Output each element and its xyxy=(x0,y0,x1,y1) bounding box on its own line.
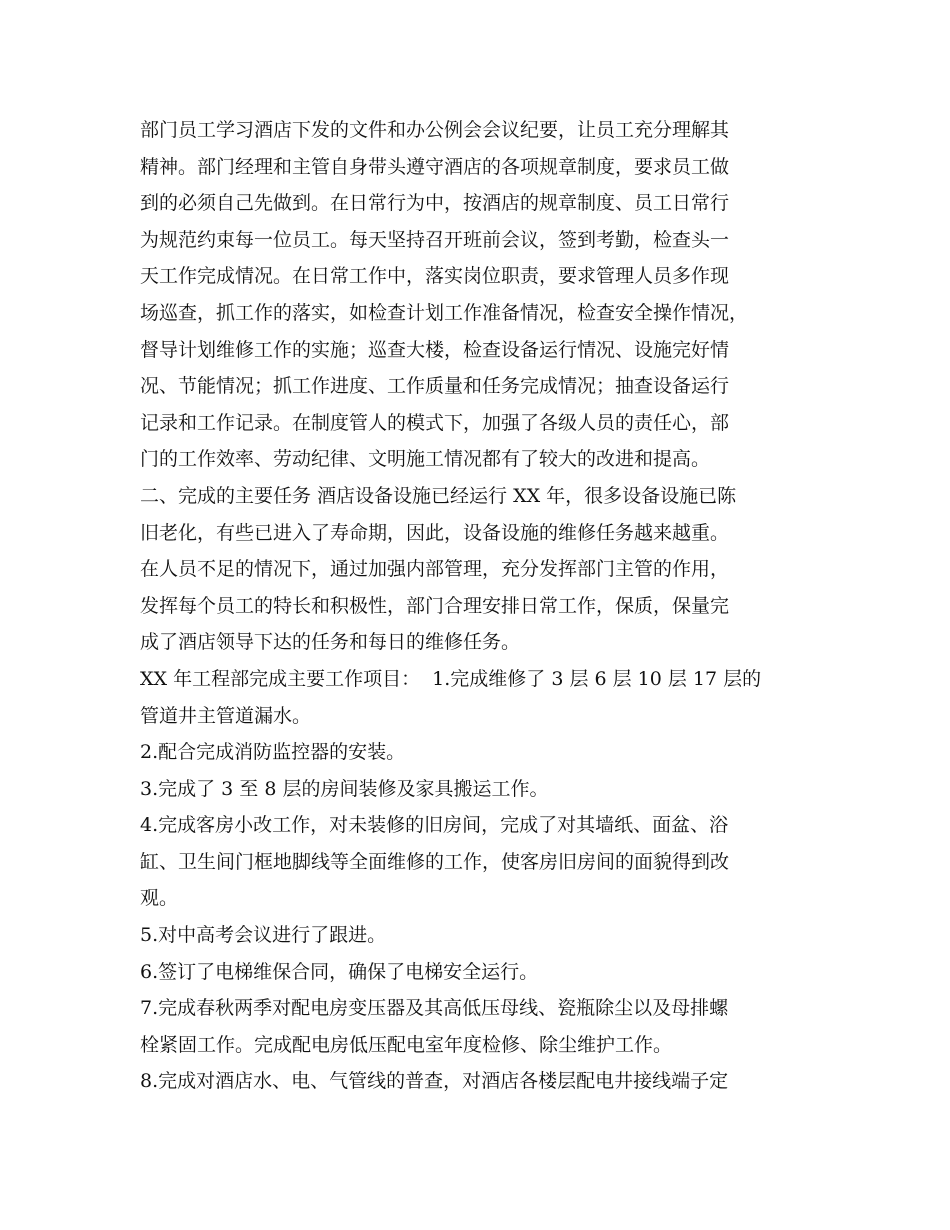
text-line: 门的工作效率、劳动纪律、文明施工情况都有了较大的改进和提高。 xyxy=(140,448,711,471)
text-line: 发挥每个员工的特长和积极性，部门合理安排日常工作，保质，保量完 xyxy=(140,594,730,617)
text-line: 场巡查，抓工作的落实，如检查计划工作准备情况，检查安全操作情况， xyxy=(140,301,749,324)
text-line: 缸、卫生间门框地脚线等全面维修的工作，使客房旧房间的面貌得到改 xyxy=(140,850,730,873)
text-line: 旧老化，有些已进入了寿命期，因此，设备设施的维修任务越来越重。 xyxy=(140,521,730,544)
text-line: 管道井主管道漏水。 xyxy=(140,704,312,727)
list-item-line: 3.完成了 3 至 8 层的房间装修及家具搬运工作。 xyxy=(140,777,549,800)
text-line: 精神。部门经理和主管自身带头遵守酒店的各项规章制度，要求员工做 xyxy=(140,155,730,178)
text-line: 为规范约束每一位员工。每天坚持召开班前会议，签到考勤，检查头一 xyxy=(140,228,730,251)
list-intro-line: XX 年工程部完成主要工作项目： 1.完成维修了 3 层 6 层 10 层 17 层的 xyxy=(140,667,762,690)
list-item-line: 6.签订了电梯维保合同，确保了电梯安全运行。 xyxy=(140,960,539,983)
text-line: 观。 xyxy=(140,887,179,910)
list-item-line: 8.完成对酒店水、电、气管线的普查，对酒店各楼层配电井接线端子定 xyxy=(140,1070,729,1093)
list-item-line: 4.完成客房小改工作，对未装修的旧房间，完成了对其墙纸、面盆、浴 xyxy=(140,814,729,837)
text-line: 到的必须自己先做到。在日常行为中，按酒店的规章制度、员工日常行 xyxy=(140,192,730,215)
text-line: 成了酒店领导下达的任务和每日的维修任务。 xyxy=(140,631,521,654)
text-line: 况、节能情况；抓工作进度、工作质量和任务完成情况；抽查设备运行 xyxy=(140,375,730,398)
text-line: 栓紧固工作。完成配电房低压配电室年度检修、除尘维护工作。 xyxy=(140,1033,673,1056)
text-line: 天工作完成情况。在日常工作中，落实岗位职责，要求管理人员多作现 xyxy=(140,265,730,288)
text-line: 记录和工作记录。在制度管人的模式下，加强了各级人员的责任心，部 xyxy=(140,411,730,434)
list-item-line: 5.对中高考会议进行了跟进。 xyxy=(140,924,387,947)
text-line: 在人员不足的情况下，通过加强内部管理，充分发挥部门主管的作用， xyxy=(140,558,730,581)
list-item-line: 7.完成春秋两季对配电房变压器及其高低压母线、瓷瓶除尘以及母排螺 xyxy=(140,997,729,1020)
section-heading-line: 二、完成的主要任务 酒店设备设施已经运行 XX 年，很多设备设施已陈 xyxy=(140,484,737,507)
list-item-line: 2.配合完成消防监控器的安装。 xyxy=(140,741,406,764)
text-line: 部门员工学习酒店下发的文件和办公例会会议纪要，让员工充分理解其 xyxy=(140,119,730,141)
text-line: 督导计划维修工作的实施；巡查大楼，检查设备运行情况、设施完好情 xyxy=(140,338,730,361)
document-body xyxy=(140,112,830,1100)
